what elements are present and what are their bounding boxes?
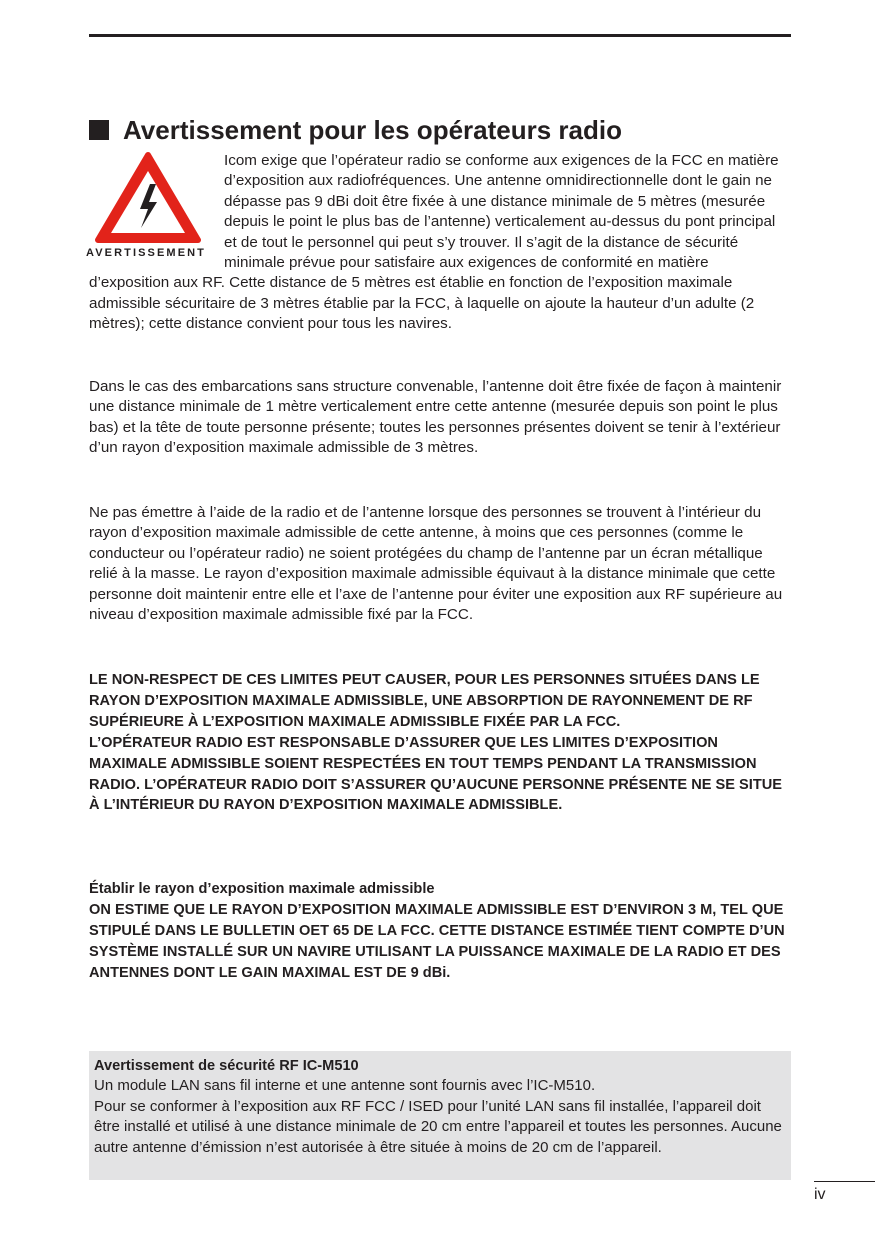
notice-line-2: Pour se conformer à l’exposition aux RF FCC / ISED pour l’unité LAN sans fil installée, l’appareil doit être installé et utilisé à une distance minimale de 20 cm entre l’appareil et toutes les personnes. Aucune autre antenne d’émission n’est autorisée à être située à moins de 20 cm de l’appareil.: [94, 1097, 782, 1156]
paragraph-small-vessels: Dans le cas des embarcations sans structure convenable, l’antenne doit être fixée de façon à maintenir une distance minimale de 1 mètre verticalement entre cette antenne (mesurée depuis son point le plus bas) et la tête de toute personne présente; toutes les personnes présentes doivent se tenir à l’extérieur d’un rayon d’exposition maximale admissible de 3 mètres.: [89, 378, 782, 457]
notice-line-1: Un module LAN sans fil interne et une antenne sont fournis avec l’IC-M510.: [94, 1077, 596, 1095]
page-number: iv: [814, 1186, 826, 1203]
top-rule: [89, 34, 791, 37]
section-heading: [89, 113, 791, 147]
caps-warning-part1: LE NON-RESPECT DE CES LIMITES PEUT CAUSER, POUR LES PERSONNES SITUÉES DANS LE RAYON D’EXPOSITION MAXIMALE ADMISSIBLE, UNE ABSORPTION DE RAYONNEMENT DE RF SUPÉRIEURE À L’EXPOSITION MAXIMALE ADMISSIBLE FIXÉE PAR LA FCC.: [89, 672, 760, 730]
estimate-heading: Établir le rayon d’exposition maximale admissible: [89, 881, 435, 897]
caps-warning: [89, 670, 791, 816]
caps-warning-part2: L’OPÉRATEUR RADIO EST RESPONSABLE D’ASSURER QUE LES LIMITES D’EXPOSITION MAXIMALE ADMISSIBLE SOIENT RESPECTÉES EN TOUT TEMPS PENDANT LA TRANSMISSION RADIO. L’OPÉRATEUR RADIO DOIT S’ASSURER QU’AUCUNE PERSONNE PRÉSENTE NE SE SITUE À L’INTÉRIEUR DU RAYON D’EXPOSITION MAXIMALE ADMISSIBLE.: [89, 734, 783, 814]
section-title: Avertissement pour les opérateurs radio: [123, 115, 622, 145]
rf-safety-notice-box: [89, 1051, 791, 1180]
warning-label: AVERTISSEMENT: [86, 247, 206, 259]
notice-title: Avertissement de sécurité RF IC-M510: [94, 1058, 359, 1074]
estimate-section: [89, 879, 791, 984]
intro-paragraph: Icom exige que l’opérateur radio se conforme aux exigences de la FCC en matière d’exposition aux radiofréquences. Une antenne omnidirectionnelle dont le gain ne dépasse pas 9 dBi doit être fixée à une distance minimale de 5 mètres (mesurée depuis le point le plus bas de l’antenne) verticalement au-dessus du pont principal et de tout le personnel qui peut s’y trouver. Il s’agit de la distance de sécurité minimale prévue pour satisfaire aux exigences de conformité en matière d’exposition aux RF. Cette distance de 5 mètres est établie en fonction de l’exposition maximale admissible sécuritaire de 3 mètres établie par la FCC, à laquelle on ajoute la hauteur d’un adulte (2 mètres); cette distance convient pour tous les navires.: [89, 152, 779, 333]
page-number-rule: [814, 1181, 875, 1182]
square-bullet-icon: [89, 120, 109, 140]
estimate-body: ON ESTIME QUE LE RAYON D’EXPOSITION MAXIMALE ADMISSIBLE EST D’ENVIRON 3 M, TEL QUE STIPULÉ DANS LE BULLETIN OET 65 DE LA FCC. CETTE DISTANCE ESTIMÉE TIENT COMPTE D’UN SYSTÈME INSTALLÉ SUR UN NAVIRE UTILISANT LA PUISSANCE MAXIMALE DE LA RADIO ET DES ANTENNES DONT LE GAIN MAXIMAL EST DE 9 dBi.: [89, 901, 785, 981]
paragraph-no-transmit: Ne pas émettre à l’aide de la radio et de l’antenne lorsque des personnes se trouvent à l’intérieur du rayon d’exposition maximale admissible de cette antenne, à moins que ces personnes (comme le conducteur ou l’opérateur radio) ne soient protégées du champ de l’antenne par un écran métallique relié à la masse. Le rayon d’exposition maximale admissible équivaut à la distance minimale que cette personne doit maintenir entre elle et l’axe de l’antenne pour éviter une exposition aux RF supérieure au niveau d’exposition maximale admissible fixé par la FCC.: [89, 504, 783, 624]
